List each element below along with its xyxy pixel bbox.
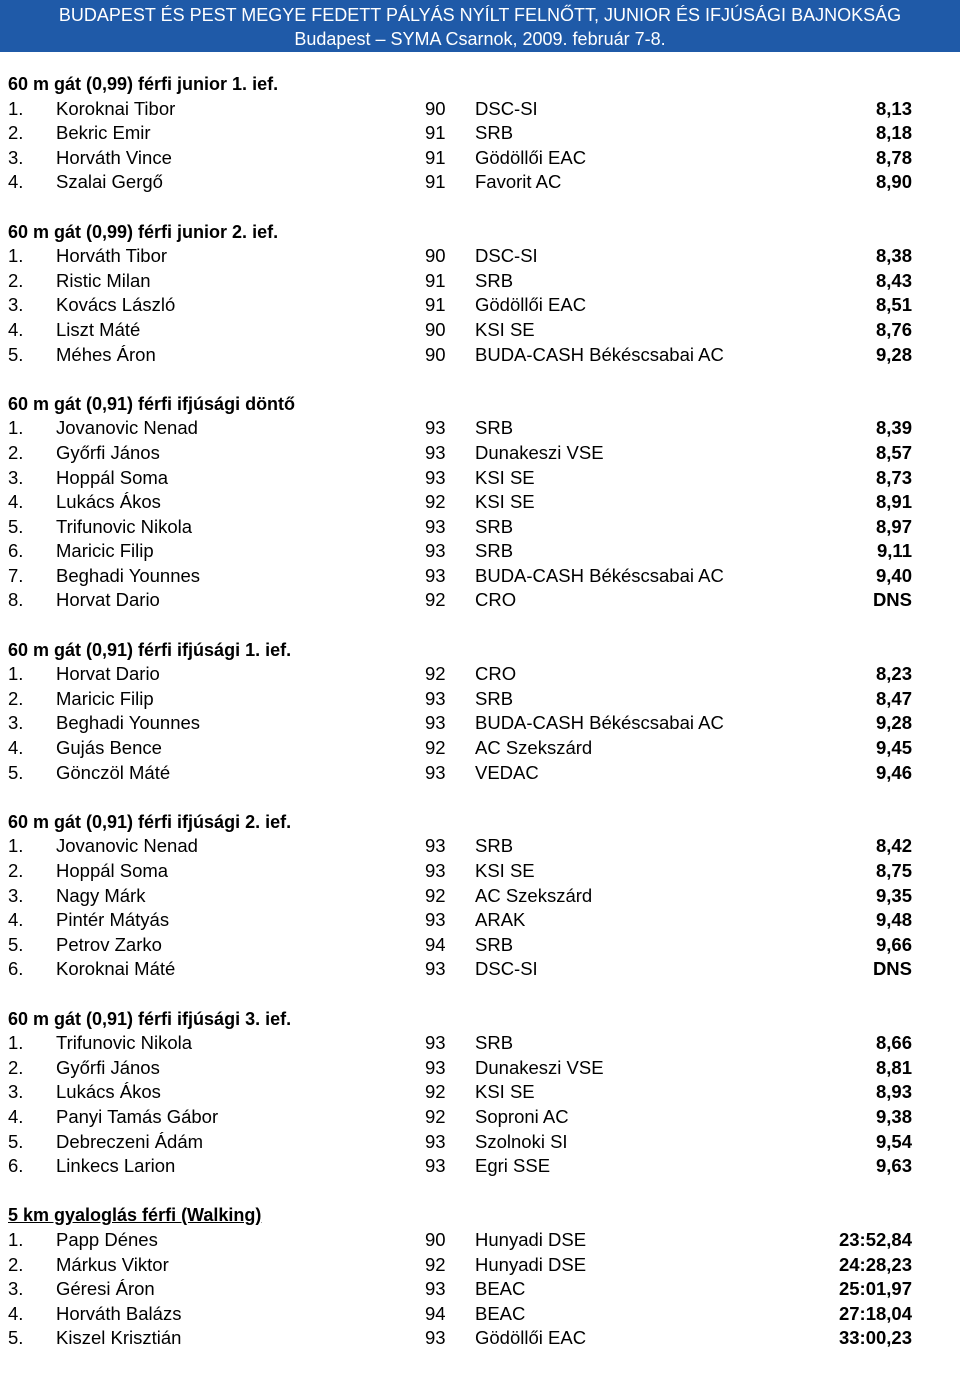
athlete-name: Gujás Bence xyxy=(56,737,162,759)
athlete-club: SRB xyxy=(475,1032,514,1054)
championship-title: BUDAPEST ÉS PEST MEGYE FEDETT PÁLYÁS NYÍLT FELNŐTT, JUNIOR ÉS IFJÚSÁGI BAJNOKSÁG xyxy=(58,5,902,25)
athlete-rank: 4. xyxy=(8,909,24,931)
athlete-name: Gönczöl Máté xyxy=(56,761,171,783)
athlete-name: Nagy Márk xyxy=(56,884,146,906)
result-row xyxy=(0,687,960,712)
athlete-name: Hoppál Soma xyxy=(56,466,169,488)
athlete-year: 90 xyxy=(425,245,446,267)
result-row xyxy=(0,1056,960,1081)
athlete-club: KSI SE xyxy=(475,318,535,340)
athlete-club: SRB xyxy=(475,687,514,709)
result-row xyxy=(0,859,960,884)
event-title-text: 60 m gát (0,91) férfi ifjúsági 2. ief. xyxy=(8,811,292,832)
athlete-result: 8,13 xyxy=(875,97,912,119)
result-row xyxy=(0,539,960,564)
athlete-year: 92 xyxy=(425,663,446,685)
athlete-result: 8,81 xyxy=(875,1056,912,1078)
result-row xyxy=(0,1105,960,1130)
athlete-result: DNS xyxy=(872,589,912,611)
athlete-year: 93 xyxy=(425,466,446,488)
result-row xyxy=(0,736,960,761)
result-row xyxy=(0,466,960,491)
athlete-club: SRB xyxy=(475,933,514,955)
athlete-result: 8,51 xyxy=(875,294,912,316)
event-title-text: 60 m gát (0,91) férfi ifjúsági döntő xyxy=(8,393,296,414)
result-row xyxy=(0,1154,960,1179)
athlete-rank: 2. xyxy=(8,269,24,291)
result-row xyxy=(0,416,960,441)
athlete-club: BEAC xyxy=(475,1278,526,1300)
athlete-name: Szalai Gergő xyxy=(56,171,163,193)
event-title xyxy=(0,810,960,835)
athlete-result: 9,46 xyxy=(875,761,912,783)
athlete-club: Dunakeszi VSE xyxy=(475,441,604,463)
athlete-rank: 2. xyxy=(8,1253,24,1275)
athlete-club: AC Szekszárd xyxy=(475,884,593,906)
result-row xyxy=(0,441,960,466)
result-row xyxy=(0,97,960,122)
athlete-result: 9,35 xyxy=(875,884,912,906)
athlete-club: DSC-SI xyxy=(475,245,538,267)
athlete-result: 9,28 xyxy=(875,343,912,365)
athlete-name: Ristic Milan xyxy=(56,269,151,291)
athlete-result: 33:00,23 xyxy=(838,1327,912,1349)
athlete-year: 91 xyxy=(425,269,446,291)
event-title xyxy=(0,1203,960,1228)
athlete-club: Gödöllői EAC xyxy=(475,1327,587,1349)
result-row xyxy=(0,662,960,687)
athlete-club: Szolnoki SI xyxy=(475,1130,568,1152)
result-row xyxy=(0,490,960,515)
athlete-rank: 6. xyxy=(8,1155,24,1177)
athlete-year: 93 xyxy=(425,1278,446,1300)
athlete-rank: 1. xyxy=(8,835,24,857)
athlete-name: Beghadi Younnes xyxy=(56,712,201,734)
result-row xyxy=(0,1277,960,1302)
result-row xyxy=(0,1253,960,1278)
event-section xyxy=(0,220,960,368)
athlete-name: Lukács Ákos xyxy=(56,491,161,513)
athlete-name: Jovanovic Nenad xyxy=(56,417,198,439)
athlete-result: 9,45 xyxy=(875,737,912,759)
athlete-name: Papp Dénes xyxy=(56,1228,158,1250)
athlete-rank: 5. xyxy=(8,761,24,783)
athlete-year: 93 xyxy=(425,1130,446,1152)
athlete-name: Kiszel Krisztián xyxy=(56,1327,182,1349)
athlete-result: 8,38 xyxy=(875,245,912,267)
athlete-result: 24:28,23 xyxy=(838,1253,912,1275)
athlete-year: 90 xyxy=(425,1228,446,1250)
venue-date: Budapest – SYMA Csarnok, 2009. február 7-8. xyxy=(294,29,666,49)
event-title xyxy=(0,72,960,97)
athlete-rank: 1. xyxy=(8,1228,24,1250)
athlete-name: Méhes Áron xyxy=(56,343,156,365)
athlete-result: 9,11 xyxy=(877,540,912,562)
athlete-club: DSC-SI xyxy=(475,958,538,980)
athlete-result: 8,43 xyxy=(875,269,912,291)
result-row xyxy=(0,761,960,786)
result-row xyxy=(0,588,960,613)
athlete-year: 93 xyxy=(425,712,446,734)
athlete-rank: 8. xyxy=(8,589,24,611)
athlete-club: Gödöllői EAC xyxy=(475,146,587,168)
athlete-name: Horvat Dario xyxy=(56,663,160,685)
athlete-rank: 2. xyxy=(8,122,24,144)
athlete-club: SRB xyxy=(475,269,514,291)
athlete-result: 9,28 xyxy=(875,712,912,734)
athlete-name: Debreczeni Ádám xyxy=(56,1130,204,1152)
athlete-year: 93 xyxy=(425,540,446,562)
athlete-name: Horvat Dario xyxy=(56,589,160,611)
athlete-name: Győrfi János xyxy=(56,441,160,463)
result-row xyxy=(0,834,960,859)
athlete-club: ARAK xyxy=(475,909,526,931)
athlete-club: KSI SE xyxy=(475,466,535,488)
athlete-club: Gödöllői EAC xyxy=(475,294,587,316)
athlete-year: 93 xyxy=(425,860,446,881)
result-row xyxy=(0,515,960,540)
athlete-name: Győrfi János xyxy=(56,1056,160,1078)
athlete-result: 8,93 xyxy=(875,1081,912,1103)
athlete-rank: 5. xyxy=(8,1327,24,1349)
athlete-year: 92 xyxy=(425,1081,446,1103)
athlete-result: 8,66 xyxy=(875,1032,912,1054)
event-title xyxy=(0,1007,960,1032)
athlete-rank: 2. xyxy=(8,687,24,709)
athlete-rank: 5. xyxy=(8,515,24,537)
athlete-year: 93 xyxy=(425,687,446,709)
event-section xyxy=(0,392,960,613)
athlete-name: Panyi Tamás Gábor xyxy=(56,1105,219,1127)
athlete-result: 9,40 xyxy=(875,564,912,586)
athlete-rank: 3. xyxy=(8,1278,24,1300)
athlete-rank: 4. xyxy=(8,171,24,193)
athlete-name: Kovács László xyxy=(56,294,176,316)
athlete-name: Horváth Tibor xyxy=(56,245,168,267)
athlete-club: Hunyadi DSE xyxy=(475,1253,587,1275)
event-title xyxy=(0,392,960,417)
result-row xyxy=(0,293,960,318)
event-section xyxy=(0,1007,960,1179)
athlete-rank: 7. xyxy=(8,564,24,586)
athlete-result: 23:52,84 xyxy=(838,1228,912,1250)
athlete-result: 8,57 xyxy=(875,441,912,463)
athlete-year: 92 xyxy=(425,884,446,906)
athlete-result: 8,42 xyxy=(875,835,912,857)
athlete-club: SRB xyxy=(475,417,514,439)
athlete-result: 8,23 xyxy=(875,663,912,685)
athlete-name: Liszt Máté xyxy=(56,318,141,340)
document-header xyxy=(0,0,960,52)
result-row xyxy=(0,1031,960,1056)
athlete-name: Géresi Áron xyxy=(56,1278,155,1300)
athlete-club: SRB xyxy=(475,515,514,537)
athlete-rank: 6. xyxy=(8,958,24,980)
athlete-year: 93 xyxy=(425,909,446,931)
athlete-result: 8,47 xyxy=(875,687,912,709)
athlete-year: 93 xyxy=(425,1032,446,1054)
athlete-result: 8,75 xyxy=(875,860,912,881)
athlete-rank: 1. xyxy=(8,97,24,119)
athlete-year: 93 xyxy=(425,1155,446,1177)
athlete-club: BUDA-CASH Békéscsabai AC xyxy=(475,343,724,365)
athlete-year: 93 xyxy=(425,761,446,783)
athlete-rank: 1. xyxy=(8,663,24,685)
athlete-rank: 3. xyxy=(8,466,24,488)
athlete-year: 90 xyxy=(425,97,446,119)
athlete-year: 92 xyxy=(425,491,446,513)
athlete-rank: 5. xyxy=(8,933,24,955)
athlete-result: DNS xyxy=(872,958,912,980)
athlete-rank: 3. xyxy=(8,884,24,906)
athlete-name: Beghadi Younnes xyxy=(56,564,201,586)
event-title-text: 60 m gát (0,91) férfi ifjúsági 3. ief. xyxy=(8,1008,292,1029)
result-row xyxy=(0,884,960,909)
athlete-result: 8,18 xyxy=(875,122,912,144)
event-title xyxy=(0,220,960,245)
athlete-rank: 2. xyxy=(8,441,24,463)
athlete-result: 9,66 xyxy=(875,933,912,955)
athlete-rank: 4. xyxy=(8,1105,24,1127)
athlete-rank: 5. xyxy=(8,343,24,365)
athlete-club: Dunakeszi VSE xyxy=(475,1056,604,1078)
result-row xyxy=(0,244,960,269)
athlete-rank: 3. xyxy=(8,146,24,168)
athlete-year: 90 xyxy=(425,343,446,365)
athlete-name: Bekric Emir xyxy=(56,122,151,144)
athlete-result: 8,76 xyxy=(875,318,912,340)
athlete-result: 8,91 xyxy=(875,491,912,513)
athlete-club: Soproni AC xyxy=(475,1105,569,1127)
athlete-result: 9,38 xyxy=(875,1105,912,1127)
event-title-text: 5 km gyaloglás férfi (Walking) xyxy=(8,1205,262,1226)
athlete-club: SRB xyxy=(475,122,514,144)
athlete-year: 91 xyxy=(425,146,446,168)
result-row xyxy=(0,1302,960,1327)
athlete-result: 8,73 xyxy=(875,466,912,488)
athlete-year: 90 xyxy=(425,318,446,340)
result-row xyxy=(0,318,960,343)
athlete-club: DSC-SI xyxy=(475,97,538,119)
athlete-name: Horváth Balázs xyxy=(56,1302,182,1324)
athlete-result: 8,39 xyxy=(875,417,912,439)
event-title-text: 60 m gát (0,91) férfi ifjúsági 1. ief. xyxy=(8,639,292,660)
athlete-rank: 6. xyxy=(8,540,24,562)
athlete-rank: 1. xyxy=(8,417,24,439)
athlete-club: KSI SE xyxy=(475,860,535,881)
athlete-club: VEDAC xyxy=(475,761,539,783)
athlete-club: Egri SSE xyxy=(475,1155,551,1177)
event-title-text: 60 m gát (0,99) férfi junior 1. ief. xyxy=(8,74,279,94)
athlete-rank: 1. xyxy=(8,1032,24,1054)
athlete-rank: 3. xyxy=(8,712,24,734)
athlete-club: CRO xyxy=(475,589,517,611)
athlete-rank: 4. xyxy=(8,737,24,759)
athlete-year: 93 xyxy=(425,1327,446,1349)
athlete-rank: 2. xyxy=(8,860,24,881)
athlete-name: Hoppál Soma xyxy=(56,860,169,881)
result-row xyxy=(0,1228,960,1253)
athlete-year: 92 xyxy=(425,1105,446,1127)
athlete-result: 8,97 xyxy=(875,515,912,537)
athlete-year: 93 xyxy=(425,564,446,586)
event-section xyxy=(0,810,960,982)
athlete-name: Petrov Zarko xyxy=(56,933,162,955)
athlete-name: Trifunovic Nikola xyxy=(56,1032,193,1054)
athlete-rank: 4. xyxy=(8,1302,24,1324)
athlete-name: Linkecs Larion xyxy=(56,1155,176,1177)
result-row xyxy=(0,343,960,368)
athlete-year: 91 xyxy=(425,122,446,144)
athlete-name: Maricic Filip xyxy=(56,540,154,562)
result-row xyxy=(0,564,960,589)
result-row xyxy=(0,1080,960,1105)
athlete-year: 93 xyxy=(425,515,446,537)
athlete-name: Maricic Filip xyxy=(56,687,154,709)
athlete-club: Hunyadi DSE xyxy=(475,1228,587,1250)
athlete-result: 25:01,97 xyxy=(838,1278,912,1300)
athlete-year: 94 xyxy=(425,1302,446,1324)
athlete-name: Jovanovic Nenad xyxy=(56,835,198,857)
athlete-club: Favorit AC xyxy=(475,171,562,193)
athlete-year: 92 xyxy=(425,589,446,611)
result-row xyxy=(0,1326,960,1351)
event-section xyxy=(0,1203,960,1351)
athlete-result: 8,78 xyxy=(875,146,912,168)
result-row xyxy=(0,146,960,171)
athlete-name: Koroknai Máté xyxy=(56,958,176,980)
athlete-name: Pintér Mátyás xyxy=(56,909,170,931)
athlete-club: KSI SE xyxy=(475,491,535,513)
athlete-name: Trifunovic Nikola xyxy=(56,515,193,537)
athlete-rank: 2. xyxy=(8,1056,24,1078)
athlete-year: 93 xyxy=(425,441,446,463)
athlete-rank: 4. xyxy=(8,491,24,513)
athlete-result: 27:18,04 xyxy=(838,1302,912,1324)
results-list xyxy=(0,72,960,1375)
result-row xyxy=(0,908,960,933)
event-section xyxy=(0,638,960,786)
result-row xyxy=(0,933,960,958)
athlete-result: 8,90 xyxy=(875,171,912,193)
athlete-club: SRB xyxy=(475,540,514,562)
athlete-rank: 3. xyxy=(8,294,24,316)
athlete-year: 93 xyxy=(425,417,446,439)
athlete-name: Horváth Vince xyxy=(56,146,172,168)
athlete-result: 9,48 xyxy=(875,909,912,931)
athlete-club: SRB xyxy=(475,835,514,857)
athlete-year: 93 xyxy=(425,835,446,857)
result-row xyxy=(0,711,960,736)
athlete-club: KSI SE xyxy=(475,1081,535,1103)
athlete-year: 91 xyxy=(425,171,446,193)
result-row xyxy=(0,957,960,982)
athlete-result: 9,63 xyxy=(875,1155,912,1177)
result-row xyxy=(0,269,960,294)
athlete-result: 9,54 xyxy=(875,1130,912,1152)
athlete-name: Lukács Ákos xyxy=(56,1081,161,1103)
result-row xyxy=(0,170,960,195)
athlete-year: 93 xyxy=(425,958,446,980)
athlete-year: 94 xyxy=(425,933,446,955)
athlete-rank: 1. xyxy=(8,245,24,267)
result-row xyxy=(0,121,960,146)
athlete-year: 91 xyxy=(425,294,446,316)
athlete-rank: 4. xyxy=(8,318,24,340)
athlete-year: 92 xyxy=(425,1253,446,1275)
event-title xyxy=(0,638,960,663)
athlete-club: BEAC xyxy=(475,1302,526,1324)
athlete-club: CRO xyxy=(475,663,517,685)
result-row xyxy=(0,1130,960,1155)
event-section xyxy=(0,72,960,195)
athlete-club: AC Szekszárd xyxy=(475,737,593,759)
athlete-club: BUDA-CASH Békéscsabai AC xyxy=(475,564,724,586)
athlete-name: Koroknai Tibor xyxy=(56,97,176,119)
athlete-club: BUDA-CASH Békéscsabai AC xyxy=(475,712,724,734)
athlete-rank: 3. xyxy=(8,1081,24,1103)
athlete-year: 92 xyxy=(425,737,446,759)
athlete-rank: 5. xyxy=(8,1130,24,1152)
athlete-name: Márkus Viktor xyxy=(56,1253,169,1275)
event-title-text: 60 m gát (0,99) férfi junior 2. ief. xyxy=(8,221,279,242)
athlete-year: 93 xyxy=(425,1056,446,1078)
